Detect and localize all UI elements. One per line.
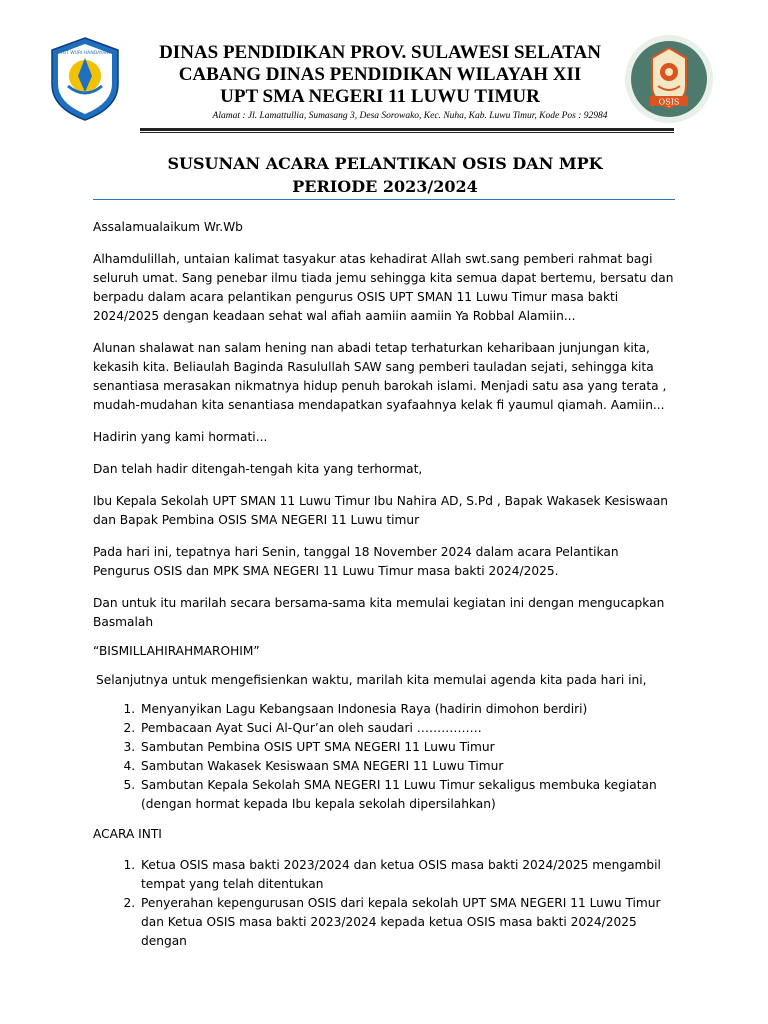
letterhead-rule-thin — [140, 132, 674, 133]
document-body — [93, 218, 678, 960]
title-underline — [93, 199, 675, 200]
letterhead-rule-thick — [140, 128, 674, 131]
greeting: Assalamualaikum Wr.Wb — [93, 220, 243, 234]
agenda-item: 5. Sambutan Kepala Sekolah SMA NEGERI 11 Luwu Timur sekaligus membuka kegiatan (dengan hormat kepada Ibu kepala sekolah dipersilahkan) — [139, 776, 678, 814]
letterhead-address: Alamat : Jl. Lamattullia, Sumasang 3, Desa Sorowako, Kec. Nuha, Kab. Luwu Timur, Kode Pos : 92984 — [212, 111, 608, 121]
acara-inti-list — [93, 856, 678, 951]
paragraph-shalawat: Alunan shalawat nan salam hening nan abadi tetap terhaturkan keharibaan junjungan kita, kekasih kita. Beliaulah Baginda Rasulullah SAW sang pemberi tauladan sejati, sehingga kita senantiasa merasakan nikmatnya hidup penuh barokah islami. Menjadi satu asa yang terata , mudah-mudahan kita senantiasa mendapatkan syafaahnya kelak fi yaumul qiamah. Aamiin... — [93, 341, 667, 412]
tut-wuri-handayani-logo — [48, 36, 122, 122]
agenda-item: 4. Sambutan Wakasek Kesiswaan SMA NEGERI 11 Luwu Timur — [139, 757, 678, 776]
agenda-item: 2. Pembacaan Ayat Suci Al-Qur’an oleh saudari ……………. — [139, 719, 678, 738]
paragraph-attendees-intro: Dan telah hadir ditengah-tengah kita yang terhormat, — [93, 462, 423, 476]
osis-logo-caption: OSIS — [658, 97, 680, 107]
letterhead-line-2: CABANG DINAS PENDIDIKAN WILAYAH XII — [178, 64, 582, 85]
letterhead — [140, 42, 620, 121]
logo-left-caption: TUT WURI HANDAYANI — [60, 51, 110, 56]
paragraph-hadirin: Hadirin yang kami hormati... — [93, 430, 268, 444]
title-line-2: PERIODE 2023/2024 — [292, 177, 478, 196]
paragraph-date: Pada hari ini, tepatnya hari Senin, tanggal 18 November 2024 dalam acara Pelantikan Pengurus OSIS dan MPK SMA NEGERI 11 Luwu Timur masa bakti 2024/2025. — [93, 545, 619, 578]
letterhead-line-1: DINAS PENDIDIKAN PROV. SULAWESI SELATAN — [159, 42, 601, 63]
osis-logo — [624, 34, 714, 124]
acara-inti-item: 1. Ketua OSIS masa bakti 2023/2024 dan ketua OSIS masa bakti 2024/2025 mengambil tempat yang telah ditentukan — [139, 856, 678, 894]
paragraph-agenda-intro: Selanjutnya untuk mengefisienkan waktu, marilah kita memulai agenda kita pada hari ini, — [96, 673, 647, 687]
agenda-item: 1. Menyanyikan Lagu Kebangsaan Indonesia Raya (hadirin dimohon berdiri) — [139, 700, 678, 719]
document-title — [90, 152, 680, 198]
paragraph-attendees: Ibu Kepala Sekolah UPT SMAN 11 Luwu Timur Ibu Nahira AD, S.Pd , Bapak Wakasek Kesiswaan dan Bapak Pembina OSIS SMA NEGERI 11 Luwu timur — [93, 494, 669, 527]
acara-inti-item: 2. Penyerahan kepengurusan OSIS dari kepala sekolah UPT SMA NEGERI 11 Luwu Timur dan Ketua OSIS masa bakti 2023/2024 kepada ketua OSIS masa bakti 2024/2025 dengan — [139, 894, 678, 951]
title-line-1: SUSUNAN ACARA PELANTIKAN OSIS DAN MPK — [167, 154, 603, 173]
letterhead-line-3: UPT SMA NEGERI 11 LUWU TIMUR — [220, 86, 540, 107]
paragraph-basmalah-intro: Dan untuk itu marilah secara bersama-sama kita memulai kegiatan ini dengan mengucapkan Basmalah — [93, 596, 665, 629]
agenda-list — [93, 700, 678, 814]
paragraph-basmalah: “BISMILLAHIRAHMAROHIM” — [93, 644, 260, 658]
paragraph-opening: Alhamdulillah, untaian kalimat tasyakur atas kehadirat Allah swt.sang pemberi rahmat bagi seluruh umat. Sang penebar ilmu tiada jemu sehingga kita semua dapat bertemu, bersatu dan berpadu dalam acara pelantikan pengurus OSIS UPT SMAN 11 Luwu Timur masa bakti 2024/2025 dengan keadaan sehat wal afiah aamiin aamiin Ya Robbal Alamiin... — [93, 252, 674, 323]
agenda-item: 3. Sambutan Pembina OSIS UPT SMA NEGERI 11 Luwu Timur — [139, 738, 678, 757]
acara-inti-heading: ACARA INTI — [93, 827, 162, 841]
